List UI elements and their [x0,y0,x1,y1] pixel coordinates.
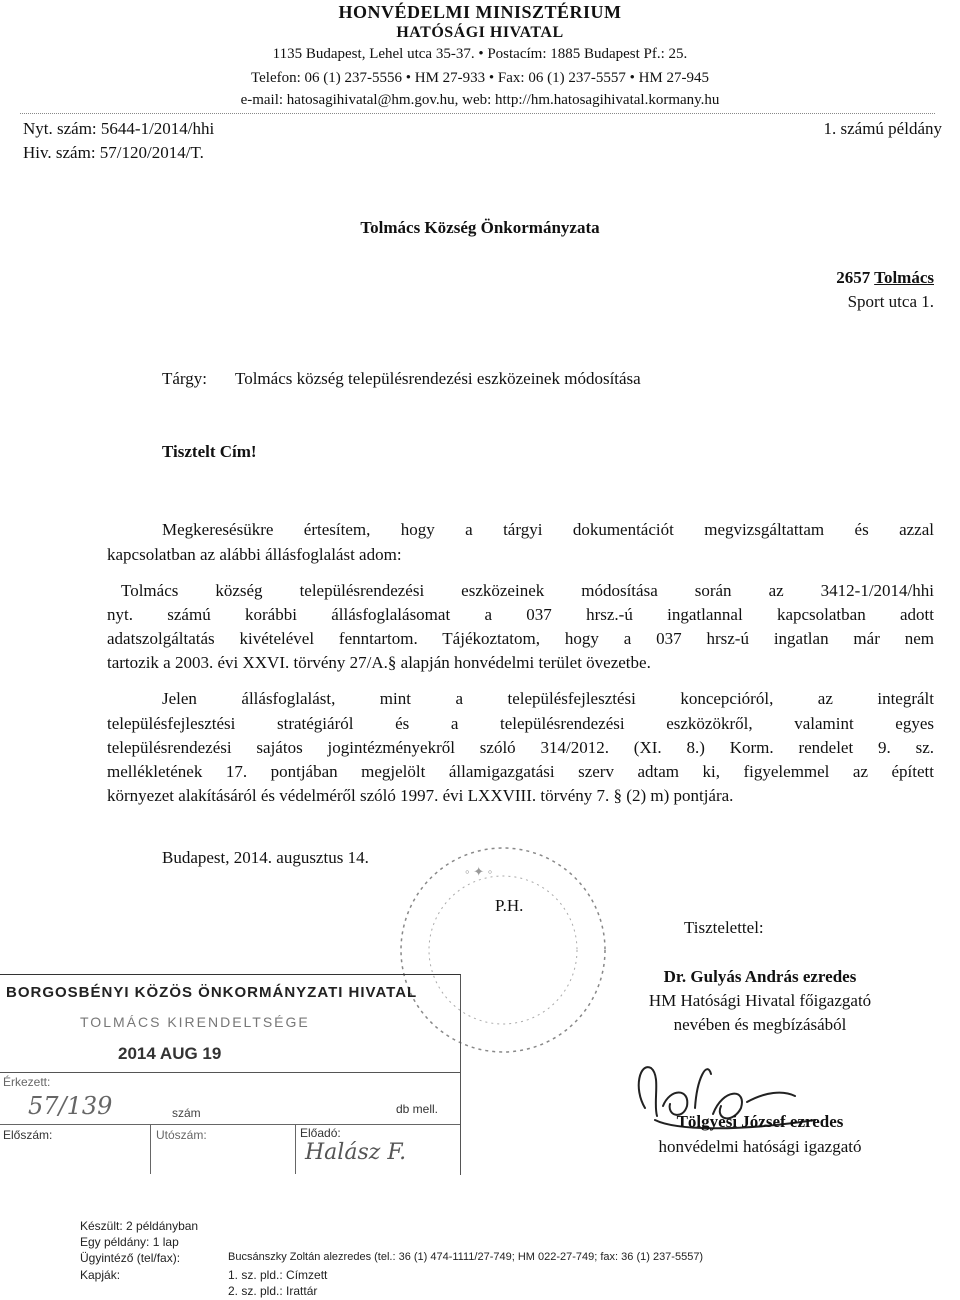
body-p3-line3: településrendezési sajátos jogintézményekről szóló 314/2012. (XI. 8.) Korm. rendelet 9. sz. [107,738,934,757]
recipient-street: Sport utca 1. [847,292,934,311]
stamp-erkezett-label: Érkezett: [3,1075,51,1089]
office-name: HATÓSÁGI HIVATAL [396,24,564,41]
recipient-city-name: Tolmács [874,268,934,287]
recipient-city-text: 2657 Tolmács [836,268,934,287]
body-p3-line1: Jelen állásfoglalást, mint a településfejlesztési koncepcióról, az integrált [162,689,934,708]
ph-label: P.H. [495,896,524,915]
body-p2-line3: adatszolgáltatás kivételével fenntartom. Tájékoztatom, hogy a 037 hrsz-ú ingatlan már nem [107,629,934,648]
stamp-utoszam-label: Utószám: [156,1128,207,1142]
ministry-name: HONVÉDELMI MINISZTÉRIUM [338,2,622,22]
stamp-eloado-label: Előadó: [300,1126,341,1140]
footer-ugyintezo-label: Ügyintéző (tel/fax): [80,1251,181,1265]
stamp-branch-line: TOLMÁCS KIRENDELTSÉGE [80,1014,310,1030]
office-phone: Telefon: 06 (1) 237-5556 • HM 27-933 • Fax: 06 (1) 237-5557 • HM 27-945 [251,70,709,86]
body-p1-line1: Megkeresésükre értesítem, hogy a tárgyi dokumentációt megvizsgáltattam és azzal [162,520,934,539]
body-p3-line5: környezet alakításáról és védelméről szóló 1997. évi LXXVIII. törvény 7. § (2) m) pontjára. [107,786,734,805]
place-date: Budapest, 2014. augusztus 14. [162,848,369,867]
body-p2-line4: tartozik a 2003. évi XXVI. törvény 27/A.§ alapján honvédelmi terület övezetbe. [107,653,651,672]
stamp-db-mell-label: db mell. [396,1102,439,1116]
header-divider [20,113,935,114]
recipient-name: Tolmács Község Önkormányzata [360,218,600,237]
office-address: 1135 Budapest, Lehel utca 35-37. • Postacím: 1885 Budapest Pf.: 25. [272,46,688,62]
deputy-name: Tölgyesi József ezredes [676,1112,844,1131]
recipient-city [836,268,934,288]
regards: Tisztelettel: [684,918,764,937]
body-p2-line1: Tolmács község településrendezési eszközeinek módosítása során az 3412-1/2014/hhi [121,581,934,600]
body-p1-line2: kapcsolatban az alábbi állásfoglalást adom: [107,545,402,564]
footer-ugyintezo-value: Bucsánszky Zoltán alezredes (tel.: 36 (1) 474-1111/27-749; HM 022-27-749; fax: 36 (1) 237-5557) [228,1251,704,1263]
body-p3-line4: mellékletének 17. pontjában megjelölt államigazgatási szerv adtam ki, figyelemmel az épített [107,762,934,781]
copy-number: 1. számú példány [823,119,942,138]
stamp-szam-label: szám [172,1106,201,1120]
stamp-office-line: BORGOSBÉNYI KÖZÖS ÖNKORMÁNYZATI HIVATAL [6,984,418,1001]
body-p2-line2: nyt. számú korábbi állásfoglalásomat a 037 hrsz.-ú ingatlannal kapcsolatban adott [107,605,934,624]
footer-egy-peldany: Egy példány: 1 lap [80,1235,179,1249]
deputy-title: honvédelmi hatósági igazgató [658,1137,862,1156]
footer-kapjak-1: 1. sz. pld.: Címzett [228,1268,328,1282]
on-behalf: nevében és megbízásából [673,1015,847,1034]
salutation: Tisztelt Cím! [162,442,257,461]
hiv-number: Hiv. szám: 57/120/2014/T. [23,143,204,162]
subject-text: Tolmács község településrendezési eszközeinek módosítása [235,369,641,388]
svg-text:◦ ✦ ◦: ◦ ✦ ◦ [465,864,493,879]
office-email: e-mail: hatosagihivatal@hm.gov.hu, web: http://hm.hatosagihivatal.kormany.hu [240,92,720,108]
subject-label: Tárgy: [162,369,208,388]
body-p3-line2: településfejlesztési stratégiáról és a településrendezési eszközökről, valamint egyes [107,714,934,733]
stamp-date: 2014 AUG 19 [118,1044,222,1063]
stamp-eloszam-label: Előszám: [3,1128,53,1142]
signer-title: HM Hatósági Hivatal főigazgató [648,991,872,1010]
stamp-handwritten-eloado: Halász F. [305,1140,407,1165]
footer-kapjak-2: 2. sz. pld.: Irattár [228,1284,318,1298]
signer-name: Dr. Gulyás András ezredes [663,967,857,986]
registration-stamp [0,974,460,1174]
stamp-handwritten-number: 57/139 [28,1092,113,1120]
reference-number: Nyt. szám: 5644-1/2014/hhi [23,119,215,138]
footer-keszult: Készült: 2 példányban [80,1219,199,1233]
footer-kapjak-label: Kapják: [80,1268,121,1282]
